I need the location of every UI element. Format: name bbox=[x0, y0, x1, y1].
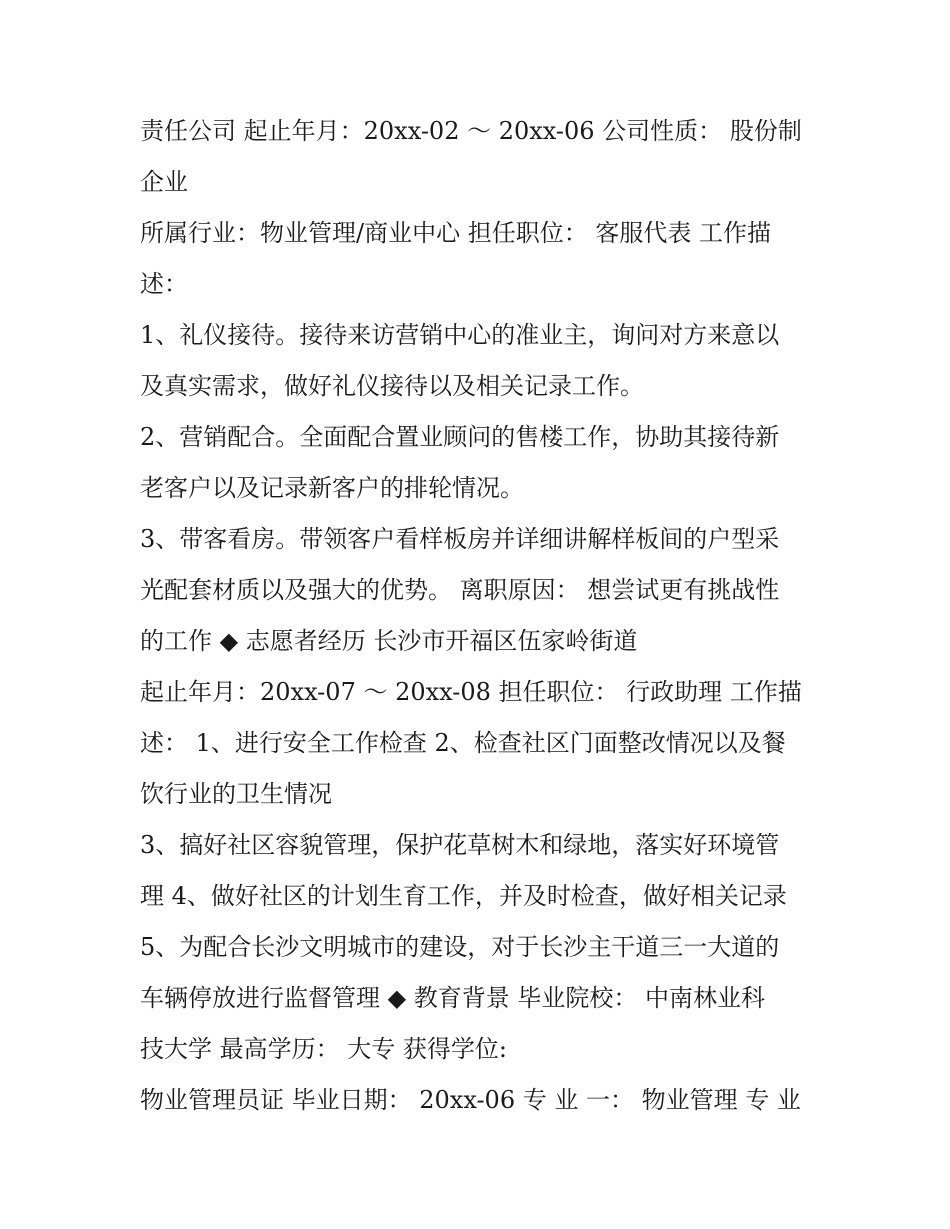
text-line: 1、礼仪接待。接待来访营销中心的准业主，询问对方来意以 bbox=[140, 321, 780, 349]
text-line: 起止年月：20xx-07 ～ 20xx-08 担任职位： 行政助理 工作描 bbox=[140, 678, 802, 706]
text-line: 所属行业：物业管理/商业中心 担任职位： 客服代表 工作描 bbox=[140, 219, 771, 247]
text-line: 5、为配合长沙文明城市的建设，对于长沙主干道三一大道的 bbox=[140, 933, 780, 961]
text-line: 光配套材质以及强大的优势。 离职原因： 想尝试更有挑战性 bbox=[140, 576, 780, 604]
text-line: 企业 bbox=[140, 168, 188, 196]
text-line: 述： 1、进行安全工作检查 2、检查社区门面整改情况以及餐 bbox=[140, 729, 786, 757]
text-line: 老客户以及记录新客户的排轮情况。 bbox=[140, 474, 524, 502]
text-line: 饮行业的卫生情况 bbox=[140, 780, 332, 808]
text-line: 述： bbox=[140, 270, 188, 298]
text-line: 技大学 最高学历： 大专 获得学位: bbox=[140, 1035, 507, 1063]
text-line: 责任公司 起止年月：20xx-02 ～ 20xx-06 公司性质： 股份制 bbox=[140, 117, 802, 145]
text-line: 3、搞好社区容貌管理，保护花草树木和绿地，落实好环境管 bbox=[140, 831, 780, 859]
text-line: 及真实需求，做好礼仪接待以及相关记录工作。 bbox=[140, 372, 644, 400]
text-line: 的工作 ◆ 志愿者经历 长沙市开福区伍家岭街道 bbox=[140, 627, 638, 655]
text-line: 3、带客看房。带领客户看样板房并详细讲解样板间的户型采 bbox=[140, 525, 780, 553]
text-line: 车辆停放进行监督管理 ◆ 教育背景 毕业院校： 中南林业科 bbox=[140, 984, 765, 1012]
text-line: 2、营销配合。全面配合置业顾问的售楼工作，协助其接待新 bbox=[140, 423, 780, 451]
document-body bbox=[140, 106, 820, 1126]
text-line: 理 4、做好社区的计划生育工作，并及时检查，做好相关记录 bbox=[140, 882, 787, 910]
text-line: 物业管理员证 毕业日期： 20xx-06 专 业 一： 物业管理 专 业 bbox=[140, 1086, 801, 1114]
